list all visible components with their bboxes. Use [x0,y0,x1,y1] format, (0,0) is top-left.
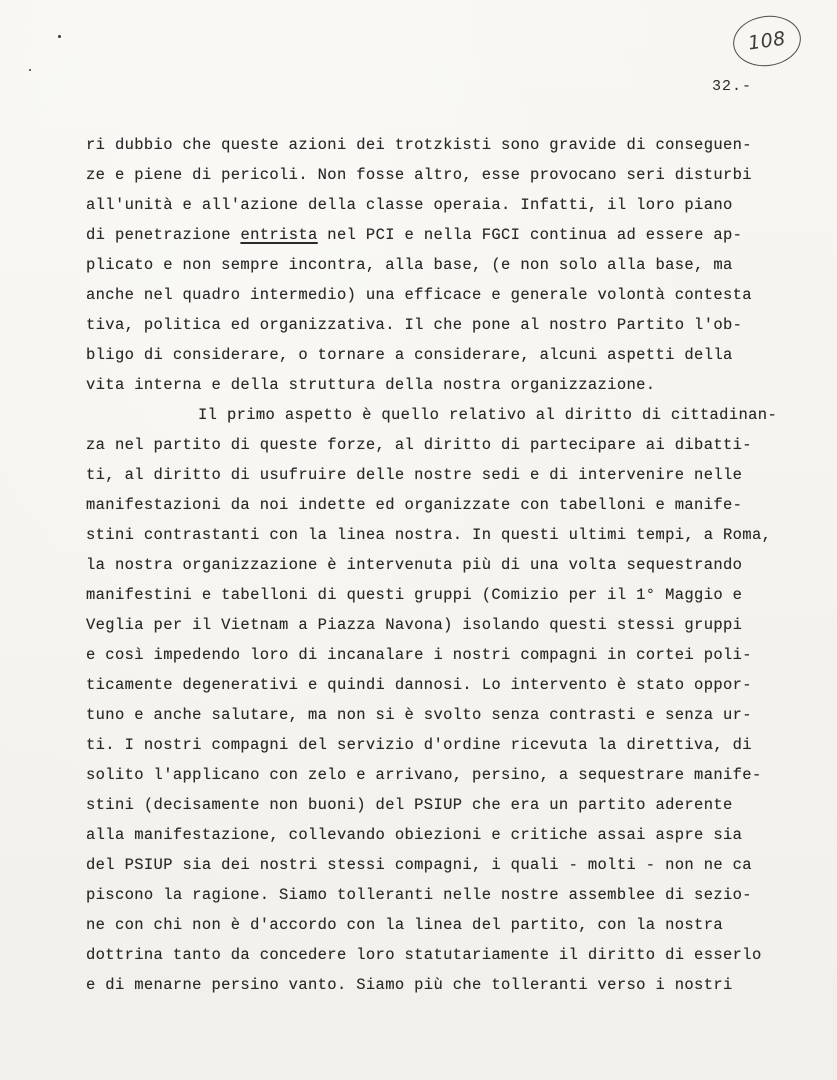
text-line: del PSIUP sia dei nostri stessi compagni, i quali - molti - non ne ca [86,856,752,874]
text-line: tuno e anche salutare, ma non si è svolto senza contrasti e senza ur- [86,706,752,724]
text-line: piscono la ragione. Siamo tolleranti nelle nostre assemblee di sezio- [86,886,752,904]
text-line: za nel partito di queste forze, al diritto di partecipare ai dibatti- [86,436,752,454]
text-line: alla manifestazione, collevando obiezioni e critiche assai aspre sia [86,826,743,844]
folio-stamp-number: 108 [746,27,788,55]
text-line [86,220,806,250]
underlined-term: entrista [240,226,318,244]
text-line: ne con chi non è d'accordo con la linea del partito, con la nostra [86,916,723,934]
body-text [86,130,806,1000]
text-line: stini (decisamente non buoni) del PSIUP che era un partito aderente [86,796,733,814]
text-line: bligo di considerare, o tornare a considerare, alcuni aspetti della [86,346,733,364]
text-line: ze e piene di pericoli. Non fosse altro, esse provocano seri disturbi [86,166,752,184]
text-line: anche nel quadro intermedio) una efficace e generale volontà contesta [86,286,752,304]
text-line: ticamente degenerativi e quindi dannosi. Lo intervento è stato oppor- [86,676,752,694]
text-line: stini contrastanti con la linea nostra. In questi ultimi tempi, a Roma, [86,526,772,544]
page-number: 32.- [712,78,753,95]
text-line: manifestazioni da noi indette ed organizzate con tabelloni e manife- [86,496,743,514]
text-line: ti. I nostri compagni del servizio d'ordine ricevuta la direttiva, di [86,736,752,754]
text-line: solito l'applicano con zelo e arrivano, persino, a sequestrare manife- [86,766,762,784]
ink-speck [29,69,31,71]
ink-speck [58,35,61,38]
text-line: vita interna e della struttura della nostra organizzazione. [86,376,656,394]
text-line: manifestini e tabelloni di questi gruppi (Comizio per il 1° Maggio e [86,586,743,604]
text-line: e così impedendo loro di incanalare i nostri compagni in cortei poli- [86,646,752,664]
text-line: plicato e non sempre incontra, alla base, (e non solo alla base, ma [86,256,733,274]
text-line: e di menarne persino vanto. Siamo più che tolleranti verso i nostri [86,976,733,994]
text-line: ti, al diritto di usufruire delle nostre sedi e di intervenire nelle [86,466,743,484]
text-line: Il primo aspetto è quello relativo al diritto di cittadinan- [198,406,778,424]
text-line: la nostra organizzazione è intervenuta più di una volta sequestrando [86,556,743,574]
text-fragment: di penetrazione [86,226,241,244]
text-line: dottrina tanto da concedere loro statutariamente il diritto di esserlo [86,946,762,964]
text-line: tiva, politica ed organizzativa. Il che pone al nostro Partito l'ob- [86,316,743,334]
folio-stamp [730,12,804,71]
text-line: Veglia per il Vietnam a Piazza Navona) isolando questi stessi gruppi [86,616,743,634]
text-line: ri dubbio che queste azioni dei trotzkisti sono gravide di conseguen- [86,136,752,154]
text-fragment: nel PCI e nella FGCI continua ad essere ap- [317,226,743,244]
text-line: all'unità e all'azione della classe operaia. Infatti, il loro piano [86,196,733,214]
